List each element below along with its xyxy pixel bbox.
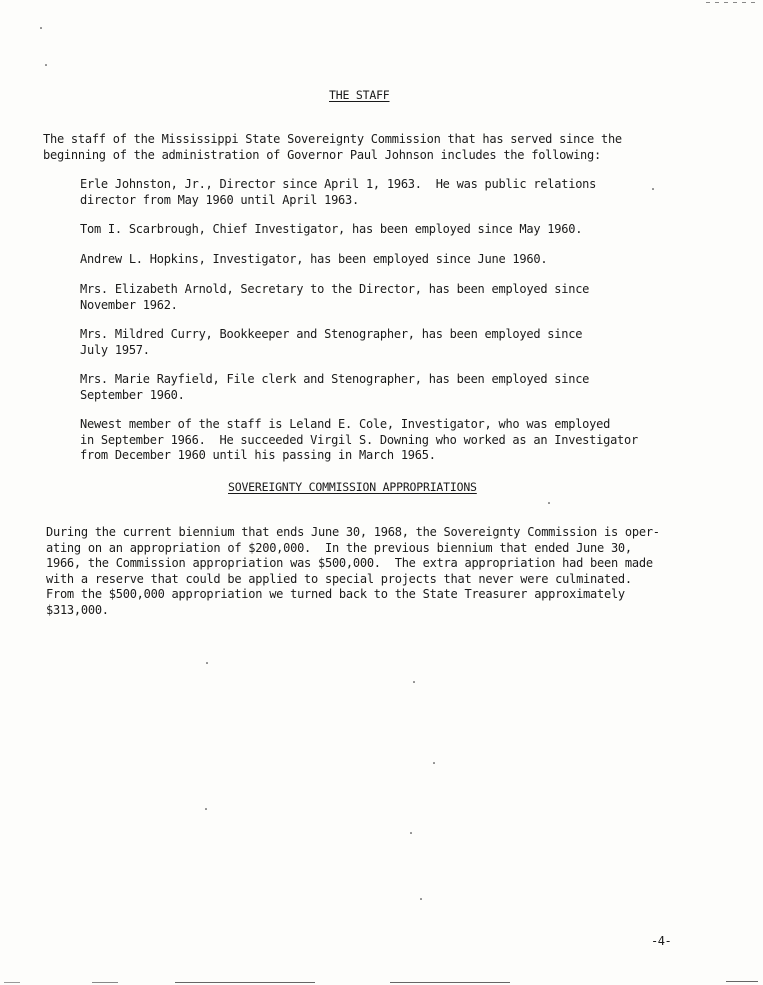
scan-speck [548,502,550,504]
scan-speck [205,808,207,810]
scan-speck [206,662,208,664]
staff-entry-line: from December 1960 until his passing in March 1965. [80,448,436,462]
appropriations-line: From the $500,000 appropriation we turned back to the State Treasurer approximately [46,587,625,601]
staff-entry-line: Tom I. Scarbrough, Chief Investigator, has been employed since May 1960. [80,222,583,236]
staff-entry-johnston [80,177,596,208]
appropriations-line: During the current biennium that ends June 30, 1968, the Sovereignty Commission is oper- [46,525,660,539]
scan-artifact-bottom-line [92,982,118,983]
scan-artifact-bottom-line [175,982,315,983]
staff-entry-cole [80,417,638,464]
staff-entry-line: Andrew L. Hopkins, Investigator, has been employed since June 1960. [80,252,548,266]
intro-line: The staff of the Mississippi State Sovereignty Commission that has served since the [43,132,622,146]
staff-entry-line: Mrs. Marie Rayfield, File clerk and Stenographer, has been employed since [80,372,590,386]
scan-artifact-bottom-line [390,982,510,983]
scan-speck [420,898,422,900]
staff-entry-rayfield [80,372,589,403]
appropriations-line: 1966, the Commission appropriation was $500,000. The extra appropriation had been made [46,556,653,570]
staff-entry-curry [80,327,582,358]
scan-artifact-bottom-line [4,982,20,983]
scan-speck [410,832,412,834]
staff-entry-line: director from May 1960 until April 1963. [80,192,359,207]
scan-speck [433,762,435,764]
staff-entry-line: Newest member of the staff is Leland E. Cole, Investigator, who was employed [80,417,611,431]
page-number: -4- [651,934,672,948]
appropriations-heading: SOVEREIGNTY COMMISSION APPROPRIATIONS [228,480,477,494]
staff-entry-line: July 1957. [80,342,150,357]
staff-entry-line: Mrs. Elizabeth Arnold, Secretary to the Director, has been employed since [80,282,590,296]
staff-entry-line: Mrs. Mildred Curry, Bookkeeper and Stenographer, has been employed since [80,327,583,341]
scan-speck [413,681,415,683]
intro-line: beginning of the administration of Governor Paul Johnson includes the following: [43,147,601,162]
scan-speck [652,188,654,190]
intro-paragraph [43,132,622,163]
appropriations-paragraph [46,525,660,618]
scan-artifact-bottom-line [726,981,758,982]
staff-heading: THE STAFF [329,88,390,102]
appropriations-line: ating on an appropriation of $200,000. In the previous biennium that ended June 30, [46,540,632,555]
staff-entry-line: November 1962. [80,297,178,312]
staff-entry-arnold [80,282,589,313]
scan-speck [40,27,42,29]
scan-artifact-top-dashes [706,2,758,3]
appropriations-line: with a reserve that could be applied to special projects that never were culminated. [46,571,632,586]
staff-entry-line: September 1960. [80,387,185,402]
appropriations-line: $313,000. [46,602,109,617]
scan-speck [45,64,47,66]
staff-entry-hopkins [80,252,547,268]
staff-entry-line: Erle Johnston, Jr., Director since April 1, 1963. He was public relations [80,177,597,191]
staff-entry-line: in September 1966. He succeeded Virgil S. Downing who worked as an Investigator [80,432,638,447]
staff-entry-scarbrough [80,222,582,238]
